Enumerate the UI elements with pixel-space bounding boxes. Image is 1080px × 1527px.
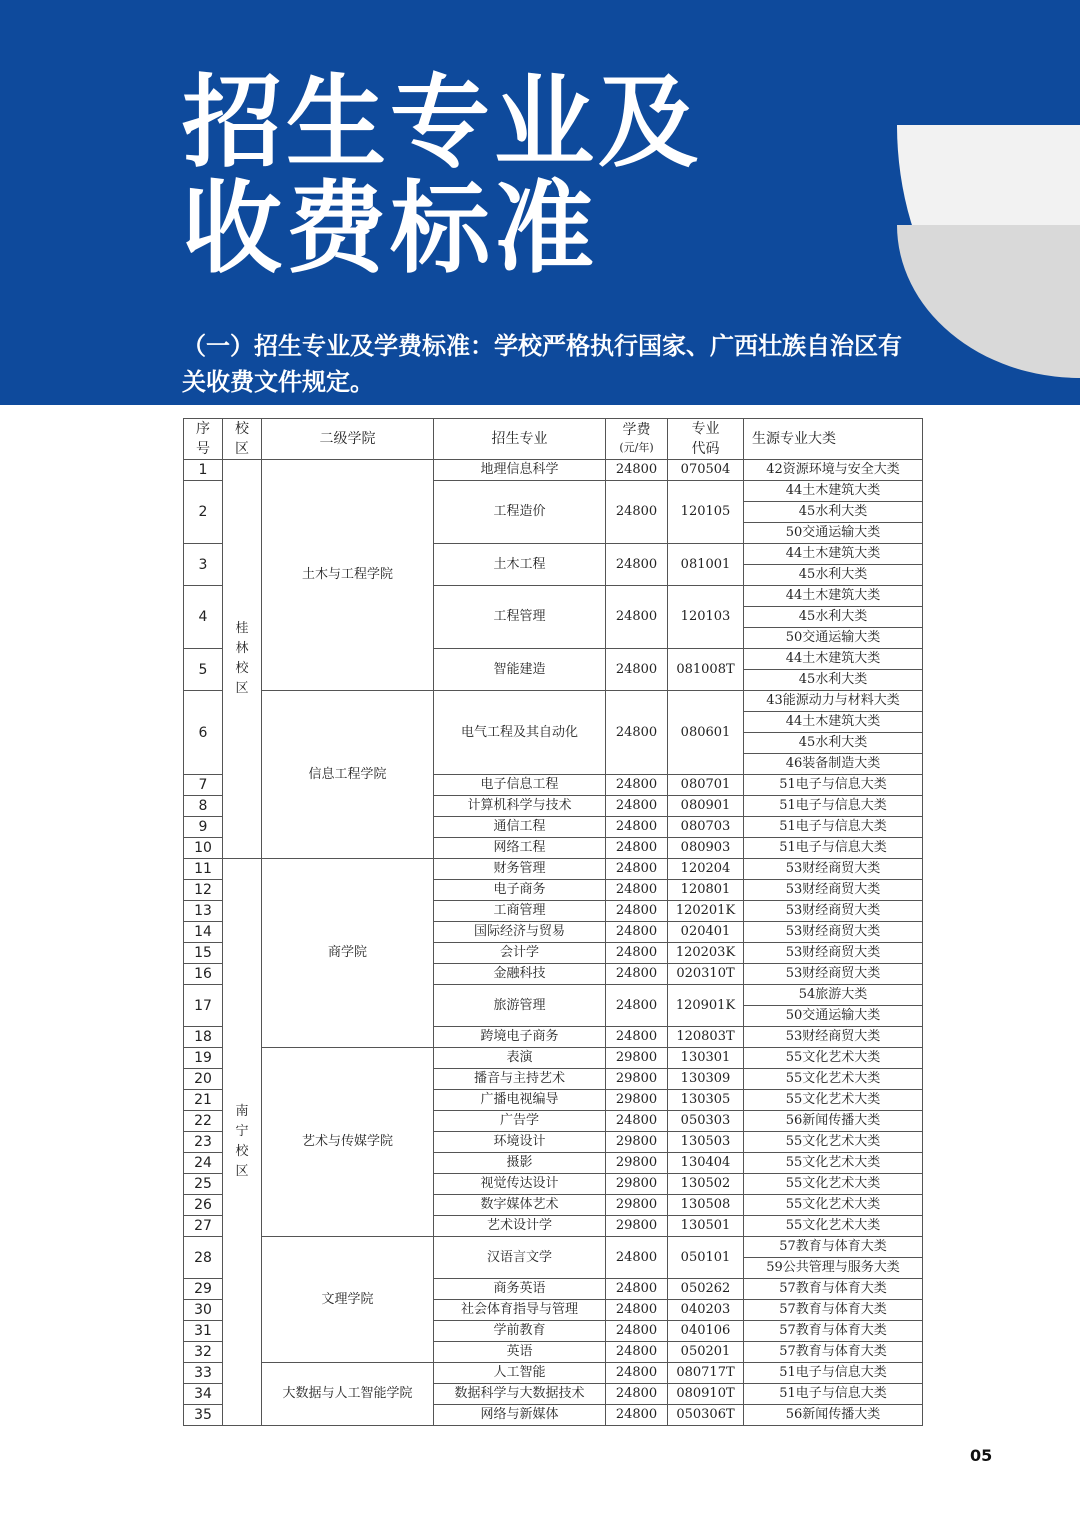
major-cell: 网络工程 <box>434 838 606 859</box>
fee-cell: 24800 <box>606 586 668 649</box>
category-cell: 51电子与信息大类 <box>744 838 923 859</box>
category-cell: 43能源动力与材料大类 <box>744 691 923 712</box>
table-row <box>184 859 923 880</box>
category-cell: 45水利大类 <box>744 607 923 628</box>
category-cell: 44土木建筑大类 <box>744 481 923 502</box>
fee-cell: 24800 <box>606 964 668 985</box>
fee-cell: 24800 <box>606 880 668 901</box>
college-cell: 大数据与人工智能学院 <box>262 1363 434 1426</box>
code-cell: 081008T <box>668 649 744 691</box>
row-number: 7 <box>184 775 223 796</box>
category-cell: 53财经商贸大类 <box>744 1027 923 1048</box>
title-line-2: 收费标准 <box>182 170 598 287</box>
category-cell: 53财经商贸大类 <box>744 880 923 901</box>
page-number: 05 <box>970 1446 993 1465</box>
fee-cell: 24800 <box>606 838 668 859</box>
major-cell: 电气工程及其自动化 <box>434 691 606 775</box>
category-cell: 51电子与信息大类 <box>744 817 923 838</box>
category-cell: 51电子与信息大类 <box>744 775 923 796</box>
fee-cell: 29800 <box>606 1216 668 1237</box>
code-cell: 080717T <box>668 1363 744 1384</box>
row-number: 29 <box>184 1279 223 1300</box>
fee-cell: 24800 <box>606 691 668 775</box>
header-campus: 校区 <box>223 419 262 460</box>
category-cell: 57教育与体育大类 <box>744 1342 923 1363</box>
header-code: 专业代码 <box>668 419 744 460</box>
code-cell: 080910T <box>668 1384 744 1405</box>
code-cell: 130508 <box>668 1195 744 1216</box>
row-number: 28 <box>184 1237 223 1279</box>
code-cell: 130404 <box>668 1153 744 1174</box>
major-cell: 摄影 <box>434 1153 606 1174</box>
code-cell: 130305 <box>668 1090 744 1111</box>
category-cell: 51电子与信息大类 <box>744 796 923 817</box>
major-cell: 学前教育 <box>434 1321 606 1342</box>
major-cell: 环境设计 <box>434 1132 606 1153</box>
category-cell: 55文化艺术大类 <box>744 1132 923 1153</box>
major-cell: 汉语言文学 <box>434 1237 606 1279</box>
row-number: 18 <box>184 1027 223 1048</box>
category-cell: 59公共管理与服务大类 <box>744 1258 923 1279</box>
header-major: 招生专业 <box>434 419 606 460</box>
category-cell: 57教育与体育大类 <box>744 1237 923 1258</box>
major-cell: 土木工程 <box>434 544 606 586</box>
category-cell: 57教育与体育大类 <box>744 1279 923 1300</box>
fee-cell: 24800 <box>606 1384 668 1405</box>
category-cell: 53财经商贸大类 <box>744 922 923 943</box>
code-cell: 020310T <box>668 964 744 985</box>
fee-cell: 29800 <box>606 1195 668 1216</box>
major-cell: 电子信息工程 <box>434 775 606 796</box>
fee-cell: 24800 <box>606 901 668 922</box>
college-cell: 土木与工程学院 <box>262 460 434 691</box>
row-number: 14 <box>184 922 223 943</box>
fee-cell: 24800 <box>606 1405 668 1426</box>
category-cell: 45水利大类 <box>744 670 923 691</box>
category-cell: 44土木建筑大类 <box>744 712 923 733</box>
category-cell: 53财经商贸大类 <box>744 859 923 880</box>
code-cell: 120901K <box>668 985 744 1027</box>
row-number: 8 <box>184 796 223 817</box>
major-cell: 商务英语 <box>434 1279 606 1300</box>
code-cell: 120803T <box>668 1027 744 1048</box>
category-cell: 45水利大类 <box>744 733 923 754</box>
code-cell: 020401 <box>668 922 744 943</box>
row-number: 13 <box>184 901 223 922</box>
code-cell: 080701 <box>668 775 744 796</box>
code-cell: 070504 <box>668 460 744 481</box>
major-cell: 人工智能 <box>434 1363 606 1384</box>
campus-cell <box>223 859 262 1426</box>
row-number: 20 <box>184 1069 223 1090</box>
category-cell: 55文化艺术大类 <box>744 1195 923 1216</box>
category-cell: 44土木建筑大类 <box>744 649 923 670</box>
category-cell: 57教育与体育大类 <box>744 1300 923 1321</box>
row-number: 26 <box>184 1195 223 1216</box>
code-cell: 120103 <box>668 586 744 649</box>
code-cell: 130502 <box>668 1174 744 1195</box>
fee-cell: 29800 <box>606 1090 668 1111</box>
code-cell: 050306T <box>668 1405 744 1426</box>
fee-cell: 24800 <box>606 1111 668 1132</box>
section-subtitle: （一）招生专业及学费标准：学校严格执行国家、广西壮族自治区有关收费文件规定。 <box>182 332 902 396</box>
code-cell: 050262 <box>668 1279 744 1300</box>
major-cell: 广告学 <box>434 1111 606 1132</box>
code-cell: 120801 <box>668 880 744 901</box>
category-cell: 45水利大类 <box>744 502 923 523</box>
header-no: 序号 <box>184 419 223 460</box>
category-cell: 55文化艺术大类 <box>744 1153 923 1174</box>
campus-name: 南宁校区 <box>235 1104 249 1179</box>
header-category: 生源专业大类 <box>744 419 923 460</box>
category-cell: 55文化艺术大类 <box>744 1048 923 1069</box>
fee-cell: 24800 <box>606 1321 668 1342</box>
major-cell: 跨境电子商务 <box>434 1027 606 1048</box>
code-cell: 120105 <box>668 481 744 544</box>
major-cell: 视觉传达设计 <box>434 1174 606 1195</box>
code-cell: 130301 <box>668 1048 744 1069</box>
table-header-row <box>184 419 923 460</box>
category-cell: 50交通运输大类 <box>744 523 923 544</box>
major-cell: 智能建造 <box>434 649 606 691</box>
category-cell: 50交通运输大类 <box>744 628 923 649</box>
table-row <box>184 1237 923 1258</box>
college-cell: 商学院 <box>262 859 434 1048</box>
major-fee-table <box>183 418 923 1426</box>
code-cell: 040203 <box>668 1300 744 1321</box>
fee-cell: 24800 <box>606 922 668 943</box>
fee-cell: 24800 <box>606 943 668 964</box>
major-cell: 网络与新媒体 <box>434 1405 606 1426</box>
category-cell: 53财经商贸大类 <box>744 901 923 922</box>
row-number: 31 <box>184 1321 223 1342</box>
code-cell: 120201K <box>668 901 744 922</box>
major-cell: 会计学 <box>434 943 606 964</box>
row-number: 22 <box>184 1111 223 1132</box>
row-number: 24 <box>184 1153 223 1174</box>
row-number: 10 <box>184 838 223 859</box>
major-cell: 电子商务 <box>434 880 606 901</box>
code-cell: 050101 <box>668 1237 744 1279</box>
code-cell: 130503 <box>668 1132 744 1153</box>
row-number: 19 <box>184 1048 223 1069</box>
category-cell: 46装备制造大类 <box>744 754 923 775</box>
category-cell: 50交通运输大类 <box>744 1006 923 1027</box>
row-number: 6 <box>184 691 223 775</box>
row-number: 1 <box>184 460 223 481</box>
category-cell: 55文化艺术大类 <box>744 1069 923 1090</box>
fee-cell: 24800 <box>606 796 668 817</box>
category-cell: 55文化艺术大类 <box>744 1216 923 1237</box>
fee-cell: 29800 <box>606 1048 668 1069</box>
fee-cell: 24800 <box>606 1279 668 1300</box>
code-cell: 120204 <box>668 859 744 880</box>
table-row <box>184 1363 923 1384</box>
header-college: 二级学院 <box>262 419 434 460</box>
fee-cell: 24800 <box>606 544 668 586</box>
header-banner <box>0 0 1080 405</box>
fee-cell: 29800 <box>606 1174 668 1195</box>
code-cell: 040106 <box>668 1321 744 1342</box>
category-cell: 57教育与体育大类 <box>744 1321 923 1342</box>
major-cell: 播音与主持艺术 <box>434 1069 606 1090</box>
major-cell: 数字媒体艺术 <box>434 1195 606 1216</box>
row-number: 27 <box>184 1216 223 1237</box>
code-cell: 080903 <box>668 838 744 859</box>
row-number: 35 <box>184 1405 223 1426</box>
major-cell: 工商管理 <box>434 901 606 922</box>
code-cell: 080901 <box>668 796 744 817</box>
fee-cell: 24800 <box>606 1363 668 1384</box>
fee-cell: 24800 <box>606 985 668 1027</box>
row-number: 17 <box>184 985 223 1027</box>
college-cell: 文理学院 <box>262 1237 434 1363</box>
category-cell: 44土木建筑大类 <box>744 586 923 607</box>
code-cell: 130501 <box>668 1216 744 1237</box>
major-cell: 计算机科学与技术 <box>434 796 606 817</box>
row-number: 11 <box>184 859 223 880</box>
major-cell: 表演 <box>434 1048 606 1069</box>
row-number: 25 <box>184 1174 223 1195</box>
campus-cell <box>223 460 262 859</box>
code-cell: 050303 <box>668 1111 744 1132</box>
row-number: 16 <box>184 964 223 985</box>
row-number: 21 <box>184 1090 223 1111</box>
row-number: 12 <box>184 880 223 901</box>
code-cell: 080601 <box>668 691 744 775</box>
fee-cell: 24800 <box>606 1300 668 1321</box>
row-number: 32 <box>184 1342 223 1363</box>
row-number: 5 <box>184 649 223 691</box>
row-number: 9 <box>184 817 223 838</box>
college-cell: 艺术与传媒学院 <box>262 1048 434 1237</box>
fee-cell: 24800 <box>606 817 668 838</box>
category-cell: 55文化艺术大类 <box>744 1174 923 1195</box>
major-cell: 国际经济与贸易 <box>434 922 606 943</box>
code-cell: 080703 <box>668 817 744 838</box>
fee-cell: 24800 <box>606 460 668 481</box>
category-cell: 53财经商贸大类 <box>744 943 923 964</box>
campus-name: 桂林校区 <box>235 621 249 696</box>
major-cell: 财务管理 <box>434 859 606 880</box>
code-cell: 050201 <box>668 1342 744 1363</box>
fee-cell: 29800 <box>606 1132 668 1153</box>
fee-cell: 24800 <box>606 775 668 796</box>
header-fee: 学费 (元/年) <box>606 419 668 460</box>
fee-cell: 24800 <box>606 1237 668 1279</box>
row-number: 4 <box>184 586 223 649</box>
row-number: 30 <box>184 1300 223 1321</box>
major-cell: 广播电视编导 <box>434 1090 606 1111</box>
fee-cell: 24800 <box>606 1027 668 1048</box>
page-title <box>182 64 702 287</box>
major-cell: 旅游管理 <box>434 985 606 1027</box>
category-cell: 54旅游大类 <box>744 985 923 1006</box>
row-number: 33 <box>184 1363 223 1384</box>
category-cell: 56新闻传播大类 <box>744 1405 923 1426</box>
code-cell: 120203K <box>668 943 744 964</box>
major-cell: 社会体育指导与管理 <box>434 1300 606 1321</box>
major-cell: 地理信息科学 <box>434 460 606 481</box>
college-cell: 信息工程学院 <box>262 691 434 859</box>
category-cell: 42资源环境与安全大类 <box>744 460 923 481</box>
code-cell: 081001 <box>668 544 744 586</box>
fee-cell: 29800 <box>606 1069 668 1090</box>
row-number: 2 <box>184 481 223 544</box>
table-body <box>184 460 923 1426</box>
table-row <box>184 1048 923 1069</box>
major-cell: 工程管理 <box>434 586 606 649</box>
table-row <box>184 460 923 481</box>
title-line-1: 招生专业及 <box>182 64 702 181</box>
fee-cell: 24800 <box>606 649 668 691</box>
row-number: 34 <box>184 1384 223 1405</box>
major-cell: 数据科学与大数据技术 <box>434 1384 606 1405</box>
category-cell: 51电子与信息大类 <box>744 1363 923 1384</box>
category-cell: 44土木建筑大类 <box>744 544 923 565</box>
category-cell: 56新闻传播大类 <box>744 1111 923 1132</box>
major-cell: 英语 <box>434 1342 606 1363</box>
fee-cell: 29800 <box>606 1153 668 1174</box>
major-cell: 工程造价 <box>434 481 606 544</box>
fee-cell: 24800 <box>606 1342 668 1363</box>
code-cell: 130309 <box>668 1069 744 1090</box>
fee-cell: 24800 <box>606 859 668 880</box>
row-number: 15 <box>184 943 223 964</box>
row-number: 3 <box>184 544 223 586</box>
major-cell: 金融科技 <box>434 964 606 985</box>
row-number: 23 <box>184 1132 223 1153</box>
fee-cell: 24800 <box>606 481 668 544</box>
category-cell: 53财经商贸大类 <box>744 964 923 985</box>
table-row <box>184 691 923 712</box>
category-cell: 51电子与信息大类 <box>744 1384 923 1405</box>
major-cell: 艺术设计学 <box>434 1216 606 1237</box>
major-cell: 通信工程 <box>434 817 606 838</box>
category-cell: 55文化艺术大类 <box>744 1090 923 1111</box>
category-cell: 45水利大类 <box>744 565 923 586</box>
